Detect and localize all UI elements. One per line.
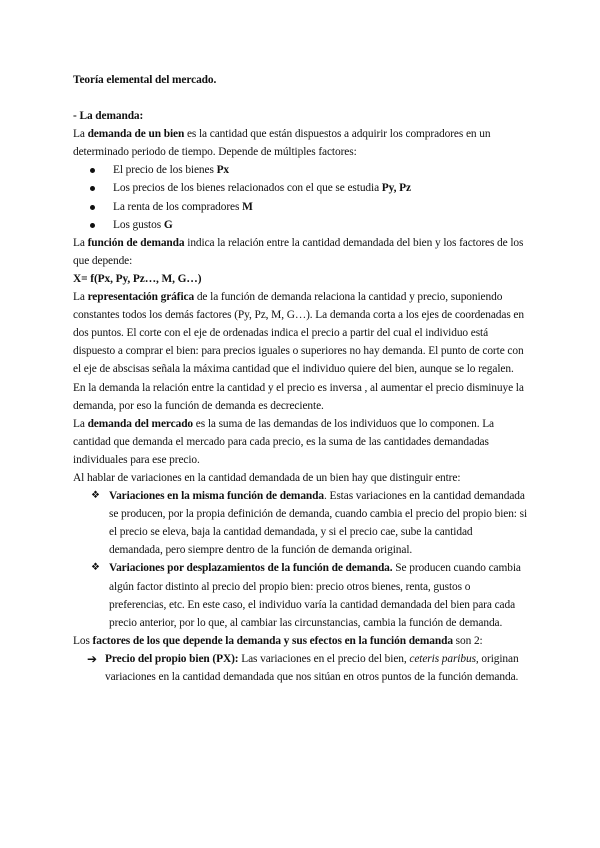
- paragraph-factores: [73, 632, 528, 650]
- bullet-icon: [90, 186, 95, 191]
- list-item-text: La renta de los compradores: [113, 200, 243, 213]
- list-item: [73, 559, 528, 631]
- efecto-text: Las variaciones en el precio del bien,: [238, 652, 410, 665]
- text-span: es la cantidad que están dispuestos a adquirir los compradores en un determinado periodo de tiempo. Depende de múltiples factores:: [73, 128, 491, 159]
- variacion-text: Se producen cuando cambia algún factor distinto al precio del propio bien: precio otros bienes, renta, gustos o preferencias, etc. En este caso, el individuo varía la cantidad demandada del bien para cada precio anterior, por lo que, al cambiar las circunstancias, cambia la función de demanda.: [109, 562, 521, 629]
- text-span: La: [73, 128, 88, 141]
- efecto-text: originan variaciones en la cantidad demandada que nos sitúan en otros puntos de la función demanda.: [105, 652, 519, 683]
- diamond-bullet-icon: ❖: [91, 490, 100, 502]
- text-span: indica la relación entre la cantidad demandada del bien y los factores de los que depende:: [73, 236, 524, 267]
- list-item: [73, 487, 528, 559]
- term-representacion-grafica: representación gráfica: [87, 291, 195, 304]
- text-span: es la suma de las demandas de los individuos que lo componen. La cantidad que demanda el mercado para cada precio, es la suma de las cantidades demandadas individuales para ese precio.: [73, 417, 495, 466]
- term-demanda-de-un-bien: demanda de un bien: [87, 128, 185, 141]
- text-span: Los: [73, 634, 93, 647]
- list-item: [73, 179, 528, 197]
- bullet-icon: [90, 205, 95, 210]
- list-item: [73, 216, 528, 234]
- variacion-text: . Estas variaciones en la cantidad demandada se producen, por la propia definición de demanda, cuando cambia el precio del propio bien: si el precio se eleva, baja la cantidad demandada, y si el precio cae, sube la cantidad demandada, pero siempre dentro de la función de demanda original.: [109, 490, 528, 557]
- factors-list: [73, 161, 528, 233]
- section-heading-demanda: - La demanda:: [73, 110, 144, 123]
- term-funcion-de-demanda: función de demanda: [87, 236, 185, 249]
- text-span: de la función de demanda relaciona la cantidad y precio, suponiendo constantes todos los demás factores (Py, Pz, M, G…). La demanda corta a los ejes de coordenadas en dos puntos. El corte con el eje de ordenadas indica el precio a partir del cual el individuo está dispuesto a comprar el bien: para precios iguales o superiores no hay demanda. El punto de corte con el eje de abscisas señala la máxima cantidad que el individuo quiere del bien, aunque se lo regalen.: [73, 291, 524, 376]
- list-item-symbol: M: [242, 200, 253, 213]
- list-item-text: Los gustos: [113, 218, 164, 231]
- paragraph-representacion-grafica: [73, 288, 528, 378]
- text-span: La: [73, 417, 88, 430]
- bullet-icon: [90, 168, 95, 173]
- arrow-right-icon: ➔: [87, 651, 97, 666]
- variacion-term: Variaciones por desplazamientos de la función de demanda.: [109, 562, 393, 575]
- document-body: [73, 71, 528, 686]
- list-item-symbol: Px: [216, 164, 230, 177]
- list-item: [73, 198, 528, 216]
- variaciones-list: [73, 487, 528, 632]
- paragraph-definicion-demanda: [73, 125, 528, 161]
- paragraph-variaciones-intro: Al hablar de variaciones en la cantidad demandada de un bien hay que distinguir entre:: [73, 471, 461, 484]
- text-span: La: [73, 291, 88, 304]
- list-item-symbol: G: [163, 218, 173, 231]
- document-title: Teoría elemental del mercado.: [73, 74, 217, 86]
- bullet-icon: [90, 223, 95, 228]
- list-item-text: El precio de los bienes: [113, 164, 217, 177]
- efecto-italic: ceteris paribus,: [409, 652, 479, 665]
- demand-formula: X= f(Px, Py, Pz…, M, G…): [73, 272, 202, 285]
- list-item: [73, 650, 528, 686]
- list-item-text: Los precios de los bienes relacionados con el que se estudia: [113, 182, 382, 195]
- paragraph-funcion-demanda: [73, 234, 528, 270]
- term-demanda-del-mercado: demanda del mercado: [87, 417, 194, 430]
- diamond-bullet-icon: ❖: [91, 562, 100, 574]
- efecto-term: Precio del propio bien (PX):: [105, 652, 239, 665]
- text-span: La: [73, 236, 88, 249]
- list-item-symbol: Py, Pz: [381, 182, 411, 195]
- paragraph-relacion-inversa: En la demanda la relación entre la cantidad y el precio es inversa , al aumentar el precio disminuye la demanda, por eso la función de demanda es decreciente.: [73, 381, 524, 412]
- text-span: son 2:: [452, 634, 483, 647]
- list-item: [73, 161, 528, 179]
- paragraph-demanda-mercado: [73, 415, 528, 469]
- term-factores: factores de los que depende la demanda y sus efectos en la función demanda: [92, 634, 453, 647]
- efectos-list: [73, 650, 528, 686]
- variacion-term: Variaciones en la misma función de demanda: [109, 490, 324, 503]
